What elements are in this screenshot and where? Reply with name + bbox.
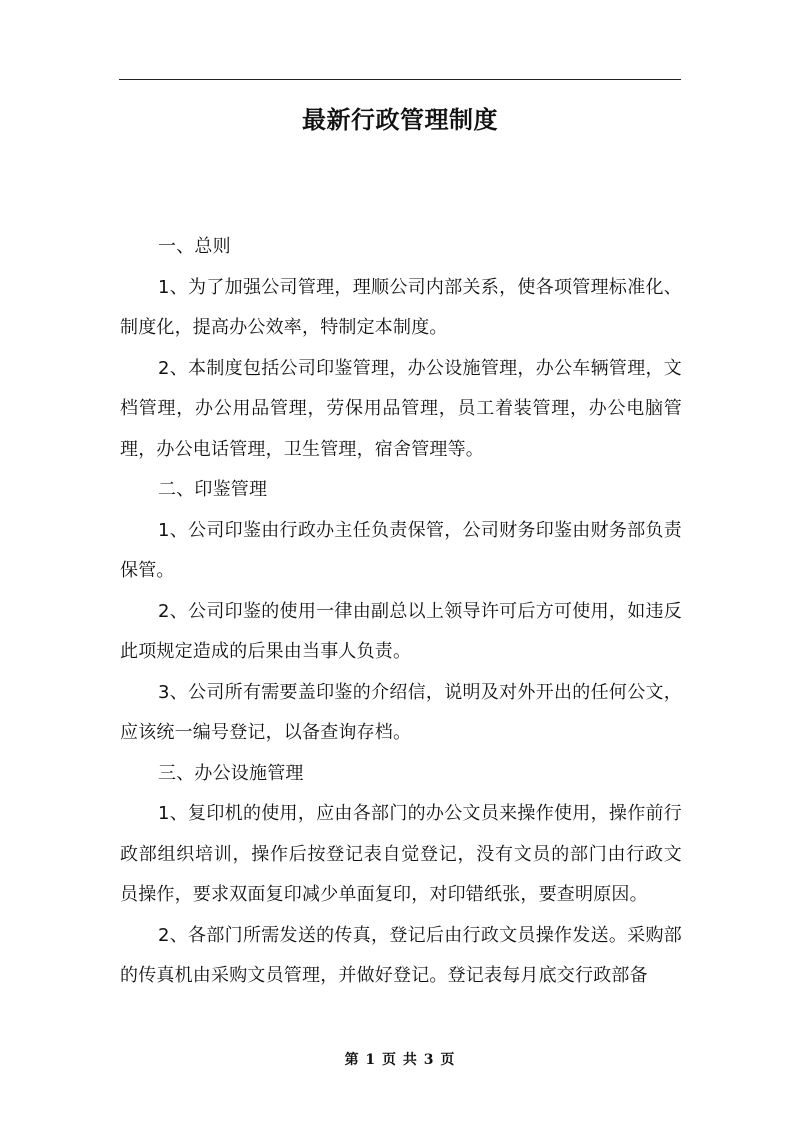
section-heading: 三、办公设施管理 bbox=[158, 762, 304, 784]
paragraph: 2、本制度包括公司印鉴管理，办公设施管理，办公车辆管理，文档管理，办公用品管理，劳保用品管理，员工着装管理，办公电脑管理，办公电话管理，卫生管理，宿舍管理等。 bbox=[120, 357, 682, 460]
document-title: 最新行政管理制度 bbox=[302, 106, 498, 134]
paragraph: 3、公司所有需要盖印鉴的介绍信，说明及对外开出的任何公文，应该统一编号登记，以备查询存档。 bbox=[120, 681, 682, 743]
section-heading: 一、总则 bbox=[158, 236, 231, 257]
paragraph: 2、各部门所需发送的传真，登记后由行政文员操作发送。采购部的传真机由采购文员管理，并做好登记。登记表每月底交行政部备 bbox=[120, 924, 682, 986]
paragraph: 1、为了加强公司管理，理顺公司内部关系，使各项管理标准化、制度化，提高办公效率，特制定本制度。 bbox=[120, 276, 682, 338]
page-number: 第 1 页 共 3 页 bbox=[344, 1052, 456, 1068]
paragraph: 1、复印机的使用，应由各部门的办公文员来操作使用，操作前行政部组织培训，操作后按登记表自觉登记，没有文员的部门由行政文员操作，要求双面复印减少单面复印，对印错纸张，要查明原因。 bbox=[120, 803, 682, 905]
section-heading: 二、印鉴管理 bbox=[158, 479, 268, 500]
paragraph: 1、公司印鉴由行政办主任负责保管，公司财务印鉴由财务部负责保管。 bbox=[120, 519, 682, 581]
document-body bbox=[120, 227, 682, 997]
paragraph: 2、公司印鉴的使用一律由副总以上领导许可后方可使用，如违反此项规定造成的后果由当事人负责。 bbox=[120, 600, 682, 662]
header-rule bbox=[119, 79, 681, 80]
